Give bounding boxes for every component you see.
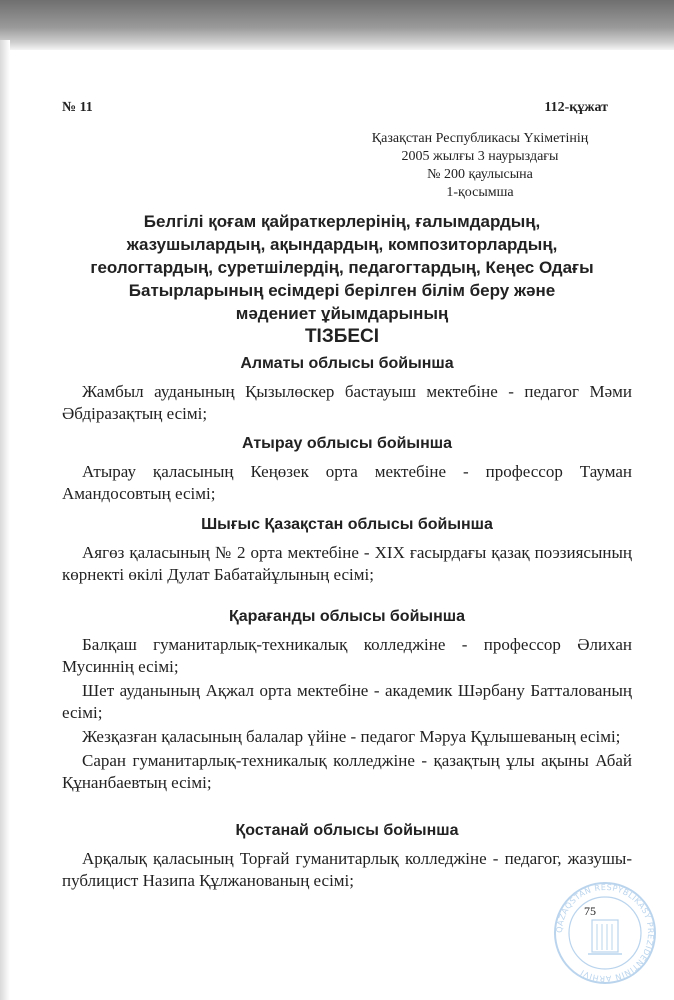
section-atyrau bbox=[62, 435, 632, 507]
annex-line: № 200 қаулысына bbox=[427, 167, 533, 182]
document-title bbox=[62, 210, 622, 348]
title-line: жазушылардың, ақындардың, композиторлардың, bbox=[126, 235, 558, 254]
list-item: Жезқазған қаласының балалар үйіне - педагог Мәруа Құлышеваның есімі; bbox=[82, 727, 621, 746]
section-kostanay bbox=[62, 822, 632, 894]
page-collection-number: № 11 bbox=[62, 100, 93, 115]
section-east-kazakhstan bbox=[62, 516, 632, 588]
annex-reference bbox=[330, 130, 630, 202]
title-line: геологтардың, суретшілердің, педагогтардың, Кеңес Одағы bbox=[90, 258, 594, 277]
title-line: Батырларының есімдері берілген білім беру және bbox=[128, 281, 556, 300]
annex-line: 2005 жылғы 3 наурыздағы bbox=[401, 149, 559, 164]
title-heading: ТІЗБЕСІ bbox=[304, 326, 380, 347]
annex-line: Қазақстан Республикасы Үкіметінің bbox=[371, 131, 589, 146]
archive-stamp-icon bbox=[552, 880, 658, 986]
list-item: Балқаш гуманитарлық-техникалық колледжіне - профессор Әлихан Мусиннің есімі; bbox=[62, 635, 632, 676]
document-number: 112-құжат bbox=[544, 100, 608, 115]
list-item: Атырау қаласының Кеңөзек орта мектебіне - профессор Тауман Амандосовтың есімі; bbox=[62, 462, 632, 503]
list-item: Жамбыл ауданының Қызылөскер бастауыш мектебіне - педагог Мәми Әбдіразақтың есімі; bbox=[62, 382, 632, 423]
page-number: 75 bbox=[584, 904, 596, 918]
section-heading: Шығыс Қазақстан облысы бойынша bbox=[201, 516, 493, 533]
title-line: мәдениет ұйымдарының bbox=[235, 304, 449, 323]
section-heading: Атырау облысы бойынша bbox=[241, 435, 452, 452]
list-item: Шет ауданының Ақжал орта мектебіне - академик Шәрбану Батталованың есімі; bbox=[62, 681, 632, 722]
title-line: Белгілі қоғам қайраткерлерінің, ғалымдардың, bbox=[143, 212, 541, 231]
annex-line: 1-қосымша bbox=[446, 185, 514, 200]
list-item: Саран гуманитарлық-техникалық колледжіне - қазақтың ұлы ақыны Абай Құнанбаевтың есімі; bbox=[62, 751, 632, 792]
list-item: Аягөз қаласының № 2 орта мектебіне - XIX ғасырдағы қазақ поэзиясының көрнекті өкілі Дулат Бабатайұлының есімі; bbox=[62, 543, 632, 584]
section-karaganda bbox=[62, 608, 632, 796]
section-heading: Қостанай облысы бойынша bbox=[235, 822, 459, 839]
section-heading: Алматы облысы бойынша bbox=[240, 355, 454, 372]
list-item: Арқалық қаласының Торғай гуманитарлық колледжіне - педагог, жазушы-публицист Назипа Құлжанованың есімі; bbox=[62, 849, 632, 890]
section-heading: Қарағанды облысы бойынша bbox=[229, 608, 465, 625]
stamp-text: QAZAQSTAN RESPÝBLIKASY PREZIDENTINIŃ ARHIVI bbox=[554, 882, 656, 984]
section-almaty bbox=[62, 355, 632, 427]
